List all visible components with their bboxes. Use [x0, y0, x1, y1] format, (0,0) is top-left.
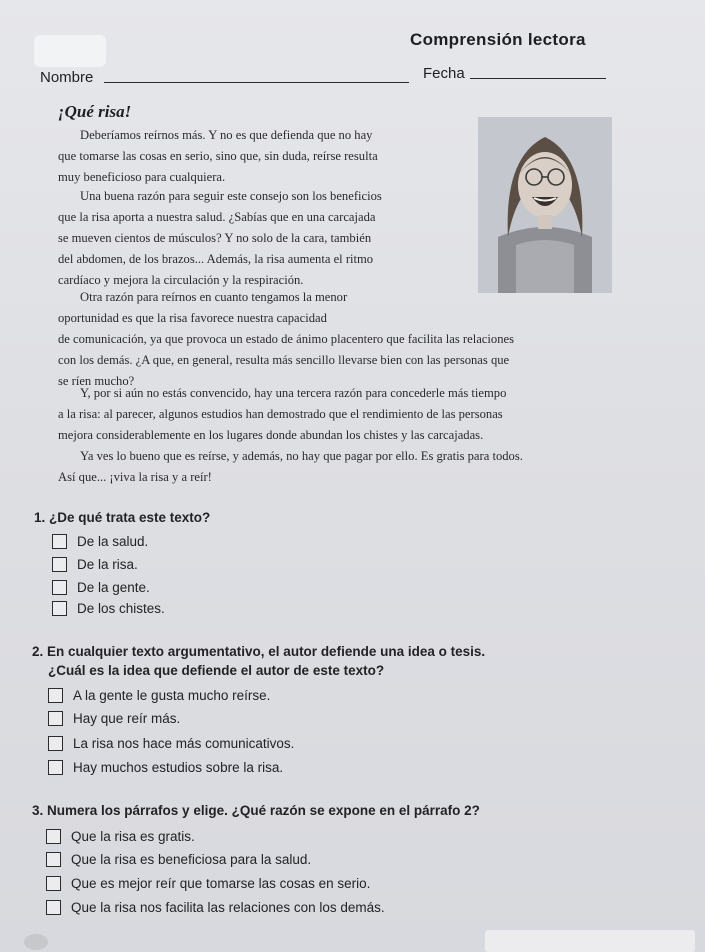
checkbox[interactable]	[52, 580, 67, 595]
paragraph-line: Una buena razón para seguir este consejo son los beneficios	[80, 189, 382, 203]
paragraph-line: que la risa aporta a nuestra salud. ¿Sabías que en una carcajada	[58, 210, 376, 224]
option-label: Hay muchos estudios sobre la risa.	[73, 760, 284, 775]
option-label: De los chistes.	[77, 601, 165, 616]
question-1-title: 1. ¿De qué trata este texto?	[34, 510, 211, 525]
page-title: Comprensión lectora	[410, 30, 586, 49]
paragraph-line: Y, por si aún no estás convencido, hay una tercera razón para concederle más tiempo	[80, 386, 507, 400]
checkbox[interactable]	[52, 557, 67, 572]
checkbox[interactable]	[46, 852, 61, 867]
paragraph-line: Deberíamos reírnos más. Y no es que defienda que no hay	[80, 128, 373, 142]
laughing-girl-illustration	[478, 117, 612, 293]
paragraph-line: muy beneficioso para cualquiera.	[58, 170, 226, 184]
q2-option-2[interactable]	[48, 711, 180, 726]
question-3-title: 3. Numera los párrafos y elige. ¿Qué razón se expone en el párrafo 2?	[32, 803, 480, 818]
paragraph-line: cardíaco y mejora la circulación y la respiración.	[58, 273, 304, 287]
laughing-girl-photo	[478, 117, 612, 293]
q1-option-3[interactable]	[52, 580, 150, 595]
q2-option-4[interactable]	[48, 760, 283, 775]
paragraph-5	[58, 446, 616, 488]
date-field-line[interactable]	[470, 78, 606, 79]
paragraph-line: con los demás. ¿A que, en general, resulta más sencillo llevarse bien con las personas que	[58, 353, 510, 367]
q2-option-1[interactable]	[48, 688, 270, 703]
option-label: Que la risa nos facilita las relaciones con los demás.	[71, 900, 385, 915]
paragraph-line: a la risa: al parecer, algunos estudios han demostrado que el rendimiento de las personas	[58, 407, 503, 421]
q1-option-1[interactable]	[52, 534, 148, 549]
checkbox[interactable]	[48, 736, 63, 751]
option-label: De la salud.	[77, 534, 149, 549]
q3-option-2[interactable]	[46, 852, 311, 867]
paper-corner-mark	[24, 934, 48, 950]
option-label: A la gente le gusta mucho reírse.	[73, 688, 271, 703]
paragraph-1	[58, 125, 420, 188]
paragraph-line: se ríen mucho?	[58, 374, 135, 388]
checkbox[interactable]	[46, 829, 61, 844]
question-2-title: 2. En cualquier texto argumentativo, el autor defiende una idea o tesis.	[32, 644, 486, 659]
option-label: Hay que reír más.	[73, 711, 181, 726]
option-label: Que es mejor reír que tomarse las cosas en serio.	[71, 876, 371, 891]
checkbox[interactable]	[52, 534, 67, 549]
q1-option-2[interactable]	[52, 557, 138, 572]
option-label: De la risa.	[77, 557, 138, 572]
story-title: ¡Qué risa!	[58, 102, 132, 121]
paragraph-line: se mueven cientos de músculos? Y no solo de la cara, también	[58, 231, 372, 245]
paragraph-line: del abdomen, de los brazos... Además, la risa aumenta el ritmo	[58, 252, 374, 266]
paragraph-line: que tomarse las cosas en serio, sino que, sin duda, reírse resulta	[58, 149, 378, 163]
option-label: De la gente.	[77, 580, 150, 595]
checkbox[interactable]	[52, 601, 67, 616]
paragraph-line: oportunidad es que la risa favorece nuestra capacidad	[58, 311, 327, 325]
option-label: Que la risa es gratis.	[71, 829, 195, 844]
paragraph-line: Otra razón para reírnos en cuanto tengamos la menor	[80, 290, 348, 304]
checkbox[interactable]	[48, 711, 63, 726]
name-label: Nombre	[40, 69, 94, 86]
paragraph-line: de comunicación, ya que provoca un estado de ánimo placentero que facilita las relaciones	[58, 332, 514, 346]
paragraph-2	[58, 186, 420, 291]
q3-option-4[interactable]	[46, 900, 385, 915]
paragraph-line: Ya ves lo bueno que es reírse, y además, no hay que pagar por ello. Es gratis para todos.	[80, 449, 523, 463]
paragraph-3	[58, 287, 616, 392]
name-field-line[interactable]	[104, 82, 409, 83]
option-label: La risa nos hace más comunicativos.	[73, 736, 295, 751]
paragraph-4	[58, 383, 616, 446]
question-2-subtitle: ¿Cuál es la idea que defiende el autor de este texto?	[48, 663, 385, 678]
erased-mark	[34, 35, 106, 67]
paper-edge-highlight	[485, 930, 695, 952]
paragraph-line: mejora considerablemente en los lugares donde abundan los chistes y las carcajadas.	[58, 428, 484, 442]
q1-option-4[interactable]	[52, 601, 165, 616]
checkbox[interactable]	[48, 760, 63, 775]
q3-option-1[interactable]	[46, 829, 195, 844]
q2-option-3[interactable]	[48, 736, 294, 751]
checkbox[interactable]	[46, 900, 61, 915]
checkbox[interactable]	[48, 688, 63, 703]
paragraph-line: Así que... ¡viva la risa y a reír!	[58, 470, 212, 484]
date-label: Fecha	[423, 65, 465, 82]
checkbox[interactable]	[46, 876, 61, 891]
option-label: Que la risa es beneficiosa para la salud.	[71, 852, 312, 867]
q3-option-3[interactable]	[46, 876, 370, 891]
